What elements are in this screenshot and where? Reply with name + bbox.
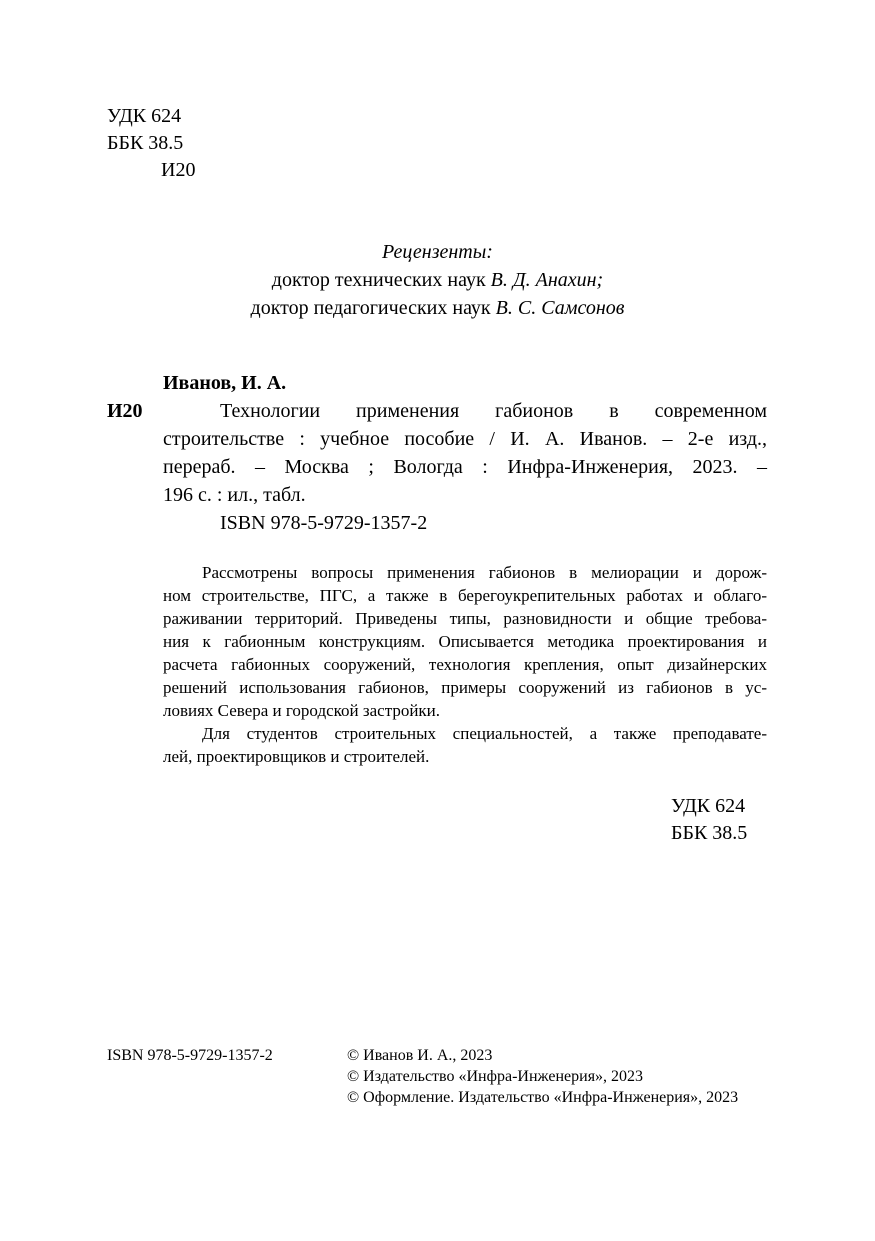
abstract-line: ния к габионным конструкциям. Описывается методика проектирования и [163, 632, 767, 651]
audience-line: лей, проектировщиков и строителей. [163, 747, 430, 766]
udk-top: УДК 624 [107, 105, 182, 127]
reviewers-heading: Рецензенты: [382, 241, 493, 263]
reviewers-block [0, 238, 875, 322]
copyright-design: © Оформление. Издательство «Инфра-Инженерия», 2023 [347, 1089, 739, 1106]
audience-line: Для студентов строительных специальностей, а также преподавате- [202, 724, 767, 743]
author-mark-top: И20 [161, 159, 196, 181]
abstract-line: решений использования габионов, примеры сооружений из габионов в ус- [163, 678, 767, 697]
abstract-line: расчета габионных сооружений, технология крепления, опыт дизайнерских [163, 655, 767, 674]
copyright-publisher: © Издательство «Инфра-Инженерия», 2023 [347, 1068, 644, 1085]
description-line-3: перераб. – Москва ; Вологда : Инфра-Инженерия, 2023. – [163, 456, 767, 478]
reviewer-1-name: В. Д. Анахин; [490, 269, 604, 291]
reviewer-2-name: В. С. Самсонов [495, 297, 625, 319]
reviewer-2-degree: доктор педагогических наук [250, 297, 496, 319]
reviewer-line-1 [0, 266, 875, 294]
reviewer-line-2 [0, 294, 875, 322]
description-line-1: Технологии применения габионов в современном [220, 400, 767, 422]
abstract-line: Рассмотрены вопросы применения габионов в мелиорации и дорож- [202, 563, 767, 582]
copyright-author: © Иванов И. А., 2023 [347, 1047, 493, 1064]
abstract-line: ном строительстве, ПГС, а также в берегоукрепительных работах и облаго- [163, 586, 767, 605]
abstract-line: ловиях Севера и городской застройки. [163, 701, 441, 720]
bbk-top: ББК 38.5 [107, 132, 184, 154]
author-mark: И20 [107, 400, 143, 422]
description-line-2: строительстве : учебное пособие / И. А. Иванов. – 2-е изд., [163, 428, 767, 450]
description-line-4: 196 с. : ил., табл. [163, 484, 306, 506]
abstract-line: раживании территорий. Приведены типы, разновидности и общие требова- [163, 609, 767, 628]
reviewer-1-degree: доктор технических наук [271, 269, 491, 291]
isbn-line: ISBN 978-5-9729-1357-2 [220, 512, 428, 534]
bbk-bottom: ББК 38.5 [671, 822, 748, 844]
author-heading: Иванов, И. А. [163, 372, 287, 394]
udk-bottom: УДК 624 [671, 795, 746, 817]
footer-isbn: ISBN 978-5-9729-1357-2 [107, 1047, 273, 1064]
